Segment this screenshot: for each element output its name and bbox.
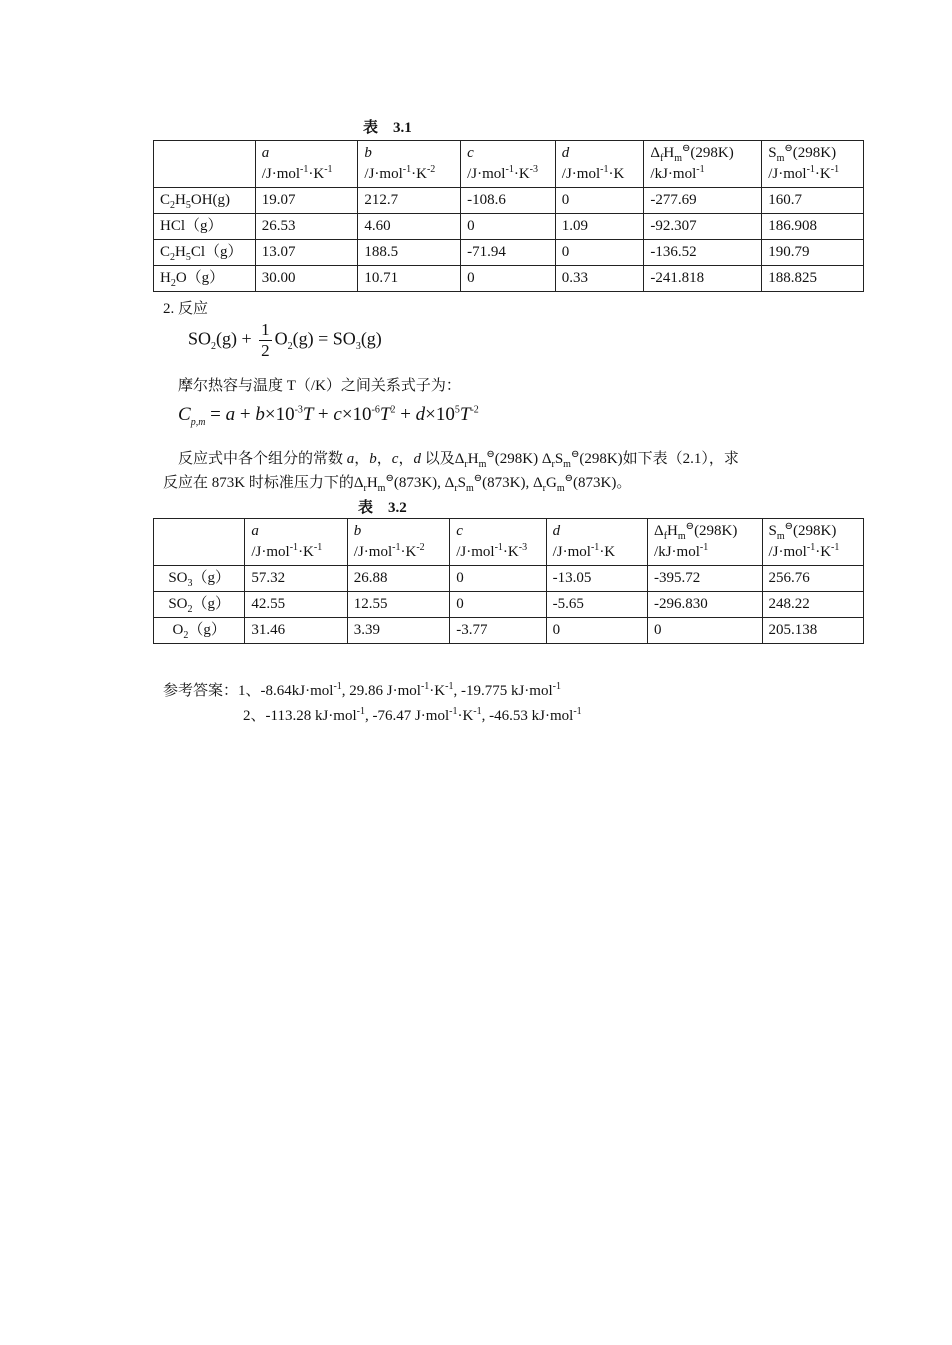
value-cell: 188.5	[358, 240, 461, 266]
value-cell: 205.138	[762, 618, 863, 644]
value-cell: 19.07	[255, 188, 358, 214]
table-row	[154, 266, 864, 292]
value-cell: 10.71	[358, 266, 461, 292]
value-cell: 12.55	[347, 592, 449, 618]
header-cell-entropy: $S_m^⊖(298K)$ $/J\cdot mol^{-1}\cdot K^{-1}$	[762, 519, 863, 566]
value-cell: 26.88	[347, 566, 449, 592]
value-cell: 0	[555, 240, 644, 266]
species-cell: $H_2O(g)$	[154, 266, 256, 292]
table-3-1	[153, 140, 864, 292]
table-row	[154, 214, 864, 240]
answers-label: 参考答案：	[163, 683, 239, 699]
heat-capacity-equation: $C_{p,m} = a + b\times 10^{-3}T + c\times 10^{-6}T^2 + d\times 10^5T^{-2}$	[178, 404, 479, 428]
table-3-2	[153, 518, 864, 644]
table-header-row	[154, 141, 864, 188]
value-cell: -92.307	[644, 214, 762, 240]
value-cell: -5.65	[546, 592, 647, 618]
value-cell: 31.46	[245, 618, 347, 644]
value-cell: -136.52	[644, 240, 762, 266]
value-cell: -108.6	[461, 188, 556, 214]
value-cell: 0	[450, 592, 546, 618]
problem-2-text-line-1: 反应式中各个组分的常数 a，b，c，d 以及$\Delta_rH_m^⊖(298K)$ $\Delta_rS_m^⊖(298K)$如下表（2.1），求	[178, 449, 739, 470]
value-cell: 0.33	[555, 266, 644, 292]
value-cell: 3.39	[347, 618, 449, 644]
species-cell: $C_2H_5OH(g)$	[154, 188, 256, 214]
value-cell: 186.908	[762, 214, 864, 240]
value-cell: -13.05	[546, 566, 647, 592]
table-row	[154, 592, 864, 618]
value-cell: 4.60	[358, 214, 461, 240]
value-cell: 13.07	[255, 240, 358, 266]
value-cell: 1.09	[555, 214, 644, 240]
header-cell-c: c $/J\cdot mol^{-1}\cdot K^{-3}$	[461, 141, 556, 188]
value-cell: 256.76	[762, 566, 863, 592]
value-cell: 26.53	[255, 214, 358, 240]
heat-capacity-intro: 摩尔热容与温度 T（/K）之间关系式子为：	[178, 378, 461, 394]
header-cell-d: d /J·mol$^{-1}$·K	[546, 519, 647, 566]
reference-answers: 参考答案：1、-8.64kJ·mol$^{-1}$, 29.86 $J\cdot mol^{-1}\cdot K^{-1}$, -19.775 kJ·mol$^{-1}$	[163, 681, 561, 699]
species-cell: $C_2H_5Cl(g)$	[154, 240, 256, 266]
table-header-row	[154, 519, 864, 566]
reference-answer-2: 2、-113.28 kJ·mol$^{-1}$, -76.47 $J\cdot mol^{-1}\cdot K^{-1}$, -46.53 kJ·mol$^{-1}$	[243, 706, 582, 724]
value-cell: 42.55	[245, 592, 347, 618]
value-cell: 190.79	[762, 240, 864, 266]
header-cell-b: b $/J\cdot mol^{-1}\cdot K^{-2}$	[347, 519, 449, 566]
reaction-equation: $SO_2(g)$ + $\frac{1}{2}$ $O_2(g) = SO_3(g)$	[188, 320, 382, 360]
header-cell-species	[154, 141, 256, 188]
table-3-1-caption: 表 3.1	[363, 120, 412, 136]
value-cell: 212.7	[358, 188, 461, 214]
header-cell-a: a $/J\cdot mol^{-1}\cdot K^{-1}$	[245, 519, 347, 566]
header-cell-a: a $/J\cdot mol^{-1}\cdot K^{-1}$	[255, 141, 358, 188]
value-cell: -277.69	[644, 188, 762, 214]
species-cell: $SO_2(g)$	[154, 592, 245, 618]
header-cell-entropy: $S_m^⊖(298K)$ $/J\cdot mol^{-1}\cdot K^{-1}$	[762, 141, 864, 188]
fraction-one-half: $\frac{1}{2}$	[261, 320, 270, 360]
value-cell: 0	[450, 566, 546, 592]
value-cell: -71.94	[461, 240, 556, 266]
value-cell: 0	[461, 266, 556, 292]
value-cell: 160.7	[762, 188, 864, 214]
value-cell: 0	[648, 618, 762, 644]
header-cell-d: d /J·mol$^{-1}$·K	[555, 141, 644, 188]
header-cell-enthalpy: $\Delta_fH_m^⊖(298K)$ /kJ·mol$^{-1}$	[644, 141, 762, 188]
table-row	[154, 618, 864, 644]
value-cell: 188.825	[762, 266, 864, 292]
value-cell: -395.72	[648, 566, 762, 592]
table-row	[154, 566, 864, 592]
problem-2-text-line-2: 反应在 873K 时标准压力下的$\Delta_rH_m^⊖(873K)$, $\Delta_rS_m^⊖(873K)$, $\Delta_rG_m^⊖(873K)$。	[163, 473, 632, 494]
value-cell: 30.00	[255, 266, 358, 292]
header-cell-c: c $/J\cdot mol^{-1}\cdot K^{-3}$	[450, 519, 546, 566]
table-3-2-caption: 表 3.2	[358, 500, 407, 516]
table-row	[154, 240, 864, 266]
header-cell-enthalpy: $\Delta_fH_m^⊖(298K)$ /kJ·mol$^{-1}$	[648, 519, 762, 566]
value-cell: 0	[555, 188, 644, 214]
value-cell: 0	[546, 618, 647, 644]
species-cell: $SO_3(g)$	[154, 566, 245, 592]
value-cell: 0	[461, 214, 556, 240]
table-row	[154, 188, 864, 214]
header-cell-b: b $/J\cdot mol^{-1}\cdot K^{-2}$	[358, 141, 461, 188]
value-cell: -241.818	[644, 266, 762, 292]
problem-2-label: 2. 反应	[163, 301, 209, 317]
species-cell: HCl（g）	[154, 214, 256, 240]
value-cell: 57.32	[245, 566, 347, 592]
value-cell: -296.830	[648, 592, 762, 618]
value-cell: -3.77	[450, 618, 546, 644]
header-cell-species	[154, 519, 245, 566]
value-cell: 248.22	[762, 592, 863, 618]
species-cell: $O_2(g)$	[154, 618, 245, 644]
